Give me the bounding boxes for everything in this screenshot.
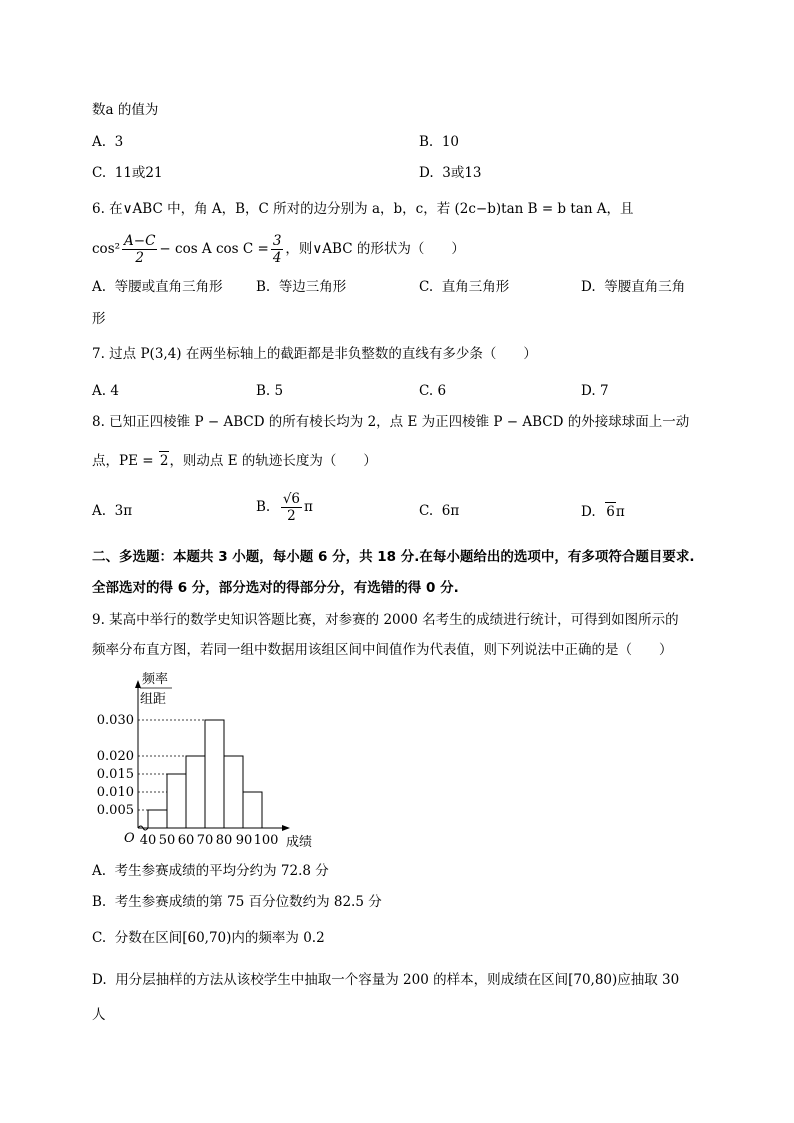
q8-option-b bbox=[256, 490, 313, 524]
frac-den: 2 bbox=[135, 250, 145, 266]
y-tick-label: 0.030 bbox=[96, 713, 134, 728]
option-text: 7 bbox=[599, 383, 609, 399]
x-tick-label: 60 bbox=[177, 833, 195, 848]
q8-prefix: 点，PE = bbox=[92, 453, 154, 469]
option-label: A. bbox=[92, 503, 107, 519]
option-text: 10 bbox=[441, 134, 459, 150]
q5-option-a bbox=[92, 133, 123, 151]
option-text: 等腰直角三角 bbox=[604, 279, 686, 295]
option-label: A. bbox=[92, 383, 107, 399]
x-tick-label: 50 bbox=[158, 833, 176, 848]
x-axis-arrow bbox=[282, 825, 290, 831]
q8-sqrt: 2 bbox=[159, 453, 169, 469]
option-text: 等腰或直角三角形 bbox=[114, 279, 223, 295]
option-text: 6π bbox=[441, 503, 460, 519]
x-tick-label: 70 bbox=[196, 833, 214, 848]
q8-option-a bbox=[92, 502, 132, 520]
y-tick-label: 0.005 bbox=[96, 803, 134, 818]
q9-option-d-wrap: 人 bbox=[92, 1007, 106, 1023]
option-label: D. bbox=[419, 165, 434, 181]
q6-suffix: ，则∨ABC 的形状为（ ） bbox=[285, 241, 465, 257]
q6-mid: − cos A cos C = bbox=[159, 241, 269, 257]
option-text: 3 bbox=[114, 134, 124, 150]
x-tick-label: 100 bbox=[253, 833, 279, 848]
option-label: C. bbox=[92, 930, 107, 946]
q7-option-d bbox=[581, 382, 609, 400]
option-tail: π bbox=[304, 499, 313, 515]
option-label: B. bbox=[256, 383, 271, 399]
q7-option-b bbox=[256, 382, 283, 400]
option-text: 等边三角形 bbox=[278, 279, 347, 295]
q6-stem-line1: 6. 在∨ABC 中，角 A，B，C 所对的边分别为 a，b，c，若 (2c−b)tan B = b tan A，且 bbox=[92, 201, 634, 217]
q8-option-b-frac bbox=[281, 491, 302, 524]
option-text: 3或13 bbox=[442, 165, 482, 181]
q5-option-d bbox=[419, 164, 482, 182]
option-label: B. bbox=[92, 894, 107, 910]
origin-label: O bbox=[124, 831, 135, 846]
option-text: 4 bbox=[110, 383, 119, 399]
option-text: 6 bbox=[437, 383, 447, 399]
option-text: 用分层抽样的方法从该校学生中抽取一个容量为 200 的样本，则成绩在区间[70,80)应抽取 30 bbox=[115, 972, 680, 988]
x-tick-label: 90 bbox=[235, 833, 253, 848]
q7-stem: 7. 过点 P(3,4) 在两坐标轴上的截距都是非负整数的直线有多少条（ ） bbox=[92, 346, 537, 362]
q9-option-a bbox=[92, 862, 329, 880]
option-tail: π bbox=[615, 504, 625, 520]
q6-option-b bbox=[256, 278, 346, 296]
option-text: 直角三角形 bbox=[441, 279, 510, 295]
histogram-bar bbox=[167, 774, 186, 828]
y-tick-label: 0.015 bbox=[96, 767, 134, 782]
option-label: A. bbox=[92, 279, 107, 295]
q7-option-a bbox=[92, 382, 119, 400]
frac-num: 3 bbox=[272, 233, 282, 249]
x-tick-label: 80 bbox=[215, 833, 233, 848]
option-label: C. bbox=[419, 279, 434, 295]
q9-option-c bbox=[92, 929, 325, 947]
option-label: C. bbox=[419, 383, 434, 399]
y-tick-label: 0.020 bbox=[96, 749, 134, 764]
option-label: C. bbox=[92, 165, 107, 181]
q9-stem-line2: 频率分布直方图，若同一组中数据用该组区间中间值作为代表值，则下列说法中正确的是（ ） bbox=[92, 642, 673, 658]
option-text: 分数在区间[60,70)内的频率为 0.2 bbox=[114, 930, 325, 946]
chart-bars bbox=[148, 720, 262, 828]
y-axis-label-top: 频率 bbox=[142, 672, 169, 687]
option-label: C. bbox=[419, 503, 434, 519]
q6-option-d bbox=[581, 278, 685, 296]
q9-stem-line1: 9. 某高中举行的数学史知识答题比赛，对参赛的 2000 名考生的成绩进行统计，可得到如图所示的 bbox=[92, 612, 679, 628]
option-label: D. bbox=[581, 504, 596, 520]
q6-option-c bbox=[419, 278, 509, 296]
x-tick-label: 40 bbox=[139, 833, 157, 848]
option-label: B. bbox=[419, 134, 434, 150]
option-label: A. bbox=[92, 134, 107, 150]
histogram-bar bbox=[186, 756, 205, 828]
histogram-chart bbox=[88, 672, 338, 854]
y-axis-label-bottom: 组距 bbox=[140, 692, 167, 707]
option-label: B. bbox=[256, 499, 271, 515]
frac-num: A−C bbox=[124, 233, 156, 249]
y-tick-label: 0.010 bbox=[96, 785, 134, 800]
q6-option-d-wrap: 形 bbox=[92, 311, 106, 327]
q8-stem-line1: 8. 已知正四棱锥 P − ABCD 的所有棱长均为 2，点 E 为正四棱锥 P − ABCD 的外接球球面上一动 bbox=[92, 414, 690, 430]
option-text: 11或21 bbox=[114, 165, 163, 181]
q6-frac-1 bbox=[122, 233, 157, 266]
option-label: B. bbox=[256, 279, 271, 295]
frac-num: √6 bbox=[282, 491, 301, 507]
option-text: 3π bbox=[114, 503, 133, 519]
y-axis-arrow bbox=[135, 680, 141, 688]
q5-option-b bbox=[419, 133, 459, 151]
option-sqrt: 6 bbox=[606, 504, 615, 520]
frac-den: 2 bbox=[287, 508, 296, 524]
histogram-bar bbox=[243, 792, 262, 828]
q8-option-c bbox=[419, 502, 459, 520]
q6-option-a bbox=[92, 278, 223, 296]
q7-option-c bbox=[419, 382, 446, 400]
histogram-bar bbox=[148, 810, 167, 828]
q6-cos2: cos² bbox=[92, 241, 121, 257]
q6-frac-2 bbox=[271, 233, 284, 266]
q8-stem-line2 bbox=[92, 451, 377, 470]
q8-suffix: ，则动点 E 的轨迹长度为（ ） bbox=[169, 453, 377, 469]
option-label: D. bbox=[581, 383, 596, 399]
q6-stem-line2 bbox=[92, 232, 465, 266]
option-text: 考生参赛成绩的第 75 百分位数约为 82.5 分 bbox=[114, 894, 382, 910]
frac-den: 4 bbox=[272, 250, 282, 266]
histogram-bar bbox=[205, 720, 224, 828]
q5-option-c bbox=[92, 164, 163, 182]
q5-stem-tail: 数a 的值为 bbox=[92, 102, 159, 118]
q8-option-d bbox=[581, 502, 625, 521]
option-text: 5 bbox=[274, 383, 284, 399]
histogram-bar bbox=[224, 756, 243, 828]
option-text: 考生参赛成绩的平均分约为 72.8 分 bbox=[114, 863, 329, 879]
option-label: D. bbox=[92, 972, 107, 988]
section2-heading-line2: 全部选对的得 6 分，部分选对的得部分分，有选错的得 0 分. bbox=[92, 580, 459, 596]
option-label: A. bbox=[92, 863, 107, 879]
q9-option-d bbox=[92, 971, 679, 989]
option-label: D. bbox=[581, 279, 596, 295]
q9-option-b bbox=[92, 893, 382, 911]
section2-heading-line1: 二、多选题：本题共 3 小题，每小题 6 分，共 18 分.在每小题给出的选项中，有多项符合题目要求. bbox=[92, 549, 695, 565]
x-axis-label: 成绩 bbox=[286, 835, 313, 850]
